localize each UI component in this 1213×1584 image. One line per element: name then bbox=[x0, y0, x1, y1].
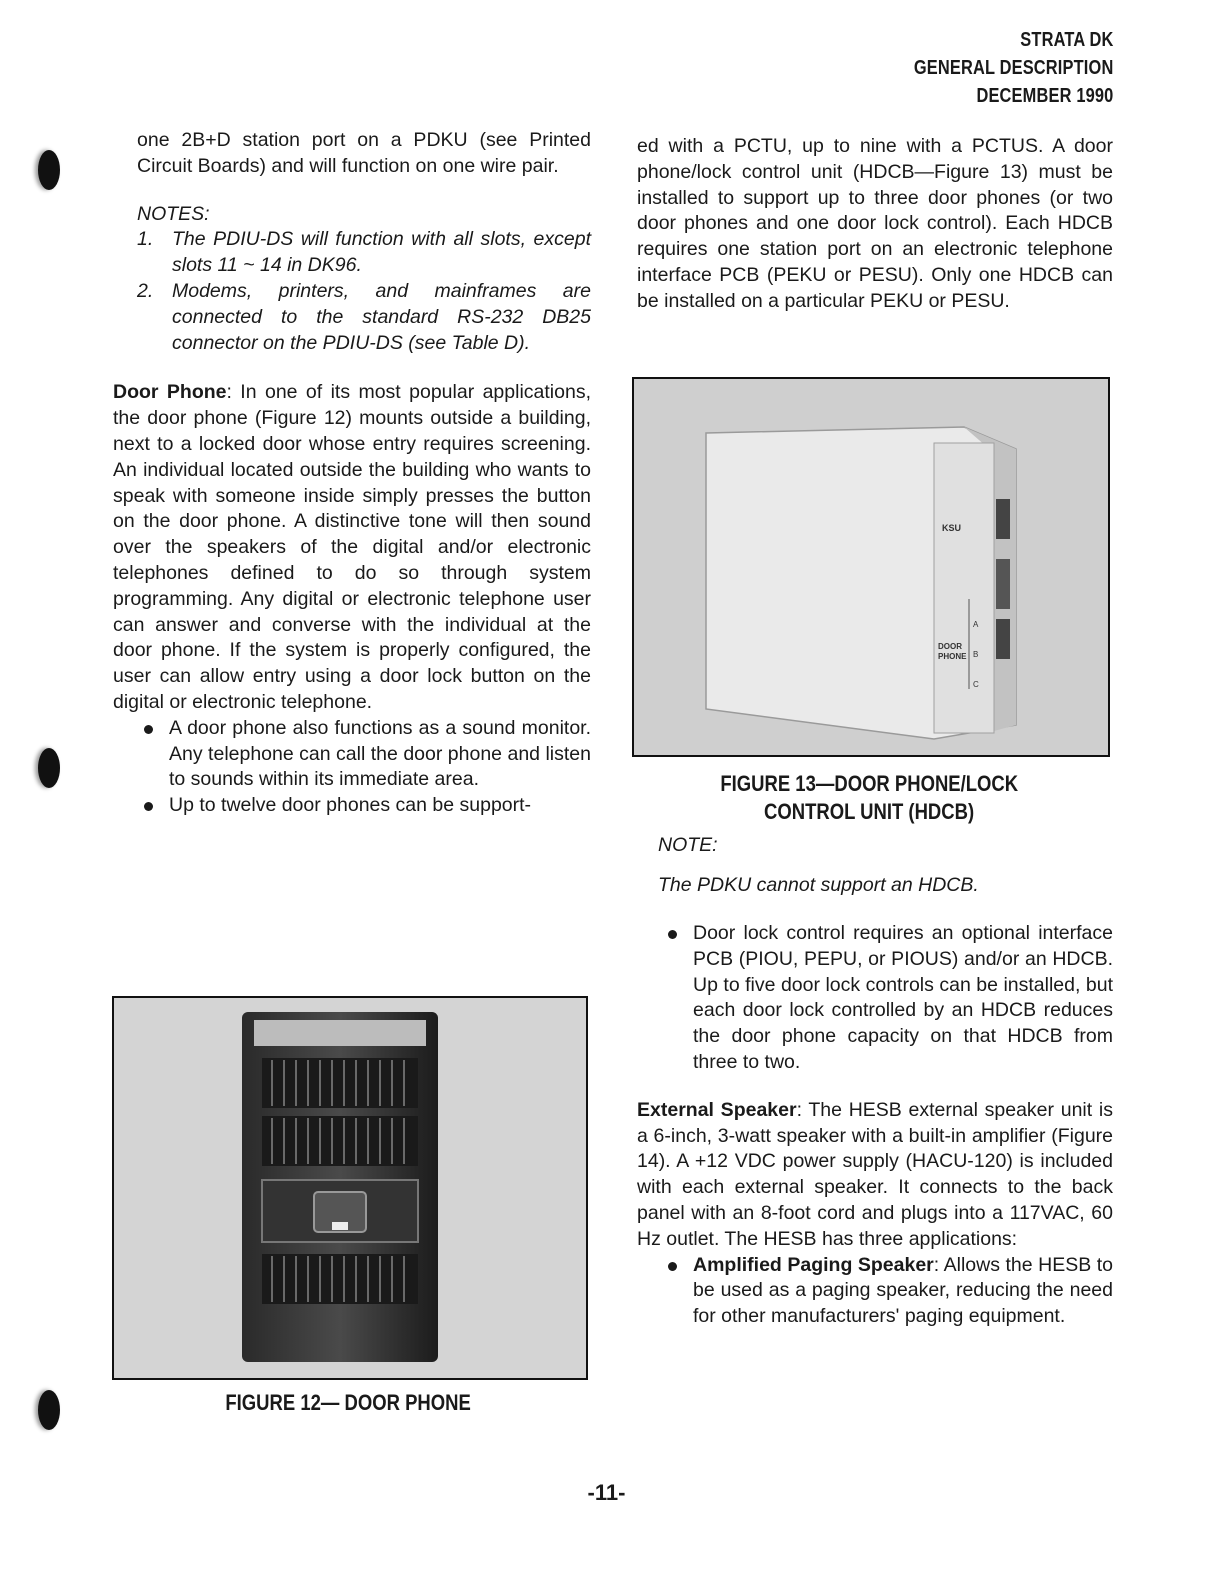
bullet-item bbox=[637, 1253, 1113, 1330]
note-item bbox=[137, 227, 591, 279]
continued-paragraph: ed with a PCTU, up to nine with a PCTUS. A door phone/lock control unit (HDCB—Figure 13) must be installed to support up to three door phones (or two door phones and one door lock control). Each HDCB requires one station port on an electronic telephone interface PCB (PEKU or PESU). Only one HDCB can be installed on a particular PEKU or PESU. bbox=[637, 135, 1113, 312]
hdcb-ksu-label: KSU bbox=[942, 523, 962, 533]
door-phone-illustration bbox=[114, 998, 586, 1378]
header-date: DECEMBER 1990 bbox=[975, 85, 1113, 107]
figure-13-hdcb-photo bbox=[632, 377, 1110, 757]
hdcb-port-c: C bbox=[973, 680, 979, 689]
note-number: 2. bbox=[137, 279, 154, 302]
left-column bbox=[113, 128, 591, 819]
header-product: STRATA DK bbox=[1019, 29, 1113, 51]
bullet-dot bbox=[668, 930, 677, 939]
bullet-text: A door phone also functions as a sound monitor. Any telephone can call the door phone and listen to sounds within its immediate area. bbox=[169, 716, 591, 791]
external-speaker-paragraph bbox=[637, 1098, 1113, 1253]
figure-12-caption bbox=[112, 1389, 584, 1417]
figure-13-caption-line1: FIGURE 13—DOOR PHONE/LOCK bbox=[720, 771, 1018, 796]
bullet-item bbox=[637, 921, 1113, 1076]
door-phone-body: : In one of its most popular applications, the door phone (Figure 12) mounts outside a building, next to a locked door whose entry requires screening. An individual located outside the building who wants to speak with someone inside simply presses the button on the door phone. A distinctive tone will then sound over the speakers of the digital and/or electronic telephones defined to do so through system programming. Any digital or electronic telephone user can answer and converse with the individual at the door phone. If the system is properly configured, the user can allow entry using a door lock button on the digital or electronic telephone. bbox=[113, 381, 591, 713]
note-text: Modems, printers, and mainframes are connected to the standard RS-232 DB25 connector on the PDIU-DS (see Table D). bbox=[172, 279, 591, 354]
external-speaker-term: External Speaker bbox=[637, 1098, 797, 1121]
hdcb-note bbox=[658, 833, 1108, 913]
page-header bbox=[870, 26, 1113, 110]
hdcb-phone-label: PHONE bbox=[938, 652, 967, 661]
bullet-text: Door lock control requires an optional interface PCB (PIOU, PEPU, or PIOUS) and/or an HDCB. Up to five door lock controls can be installed, but each door lock controlled by an HDCB reduces the door phone capacity on that HDCB from three to two. bbox=[693, 922, 1113, 1073]
door-phone-section bbox=[113, 380, 591, 819]
note-text: The PDIU-DS will function with all slots, except slots 11 ~ 14 in DK96. bbox=[172, 228, 591, 277]
binder-hole bbox=[38, 150, 60, 190]
hdcb-illustration bbox=[634, 379, 1108, 755]
hdcb-port-b: B bbox=[973, 650, 979, 659]
external-speaker-body: : The HESB external speaker unit is a 6-inch, 3-watt speaker with a built-in amplifier (Figure 14). A +12 VDC power supply (HACU-120) is included with each external speaker. It connects to the back panel with an 8-foot cord and plugs into a 117VAC, 60 Hz outlet. The HESB has three applications: bbox=[637, 1098, 1113, 1250]
note-text: The PDKU cannot support an HDCB. bbox=[658, 873, 979, 896]
page-number: -11- bbox=[587, 1480, 626, 1505]
bullet-dot bbox=[668, 1262, 677, 1271]
right-column bbox=[637, 134, 1113, 315]
header-section: GENERAL DESCRIPTION bbox=[913, 57, 1113, 79]
note-item bbox=[137, 279, 591, 356]
door-phone-bullets bbox=[113, 716, 591, 819]
right-column-lower bbox=[637, 921, 1113, 1330]
intro-paragraph: one 2B+D station port on a PDKU (see Printed Circuit Boards) and will function on one wire pair. bbox=[137, 129, 591, 177]
door-lock-bullets bbox=[637, 921, 1113, 1076]
amplified-paging-body: : Allows the HESB to be used as a paging speaker, reducing the need for other manufacturers' paging equipment. bbox=[693, 1253, 1113, 1328]
note-title: NOTE: bbox=[658, 834, 718, 856]
bullet-item bbox=[113, 793, 591, 819]
hdcb-port-a: A bbox=[973, 620, 979, 629]
notes-title: NOTES: bbox=[137, 202, 210, 225]
note-number: 1. bbox=[137, 228, 154, 251]
hdcb-door-label: DOOR bbox=[938, 642, 962, 651]
door-phone-term: Door Phone bbox=[113, 381, 227, 404]
bullet-text: Up to twelve door phones can be support- bbox=[169, 794, 532, 817]
door-phone-paragraph bbox=[113, 380, 591, 715]
bullet-item bbox=[113, 716, 591, 793]
bullet-dot bbox=[144, 802, 153, 811]
bullet-dot bbox=[144, 725, 153, 734]
figure-12-caption-text: FIGURE 12— DOOR PHONE bbox=[225, 1390, 471, 1415]
figure-12-door-phone-photo bbox=[112, 996, 588, 1380]
figure-13-caption bbox=[632, 770, 1106, 826]
notes-list bbox=[113, 227, 591, 356]
speaker-applications-list bbox=[637, 1253, 1113, 1330]
binder-hole bbox=[38, 1390, 60, 1430]
figure-13-caption-line2: CONTROL UNIT (HDCB) bbox=[763, 799, 975, 824]
binder-hole bbox=[38, 748, 60, 788]
amplified-paging-term: Amplified Paging Speaker bbox=[693, 1253, 934, 1276]
